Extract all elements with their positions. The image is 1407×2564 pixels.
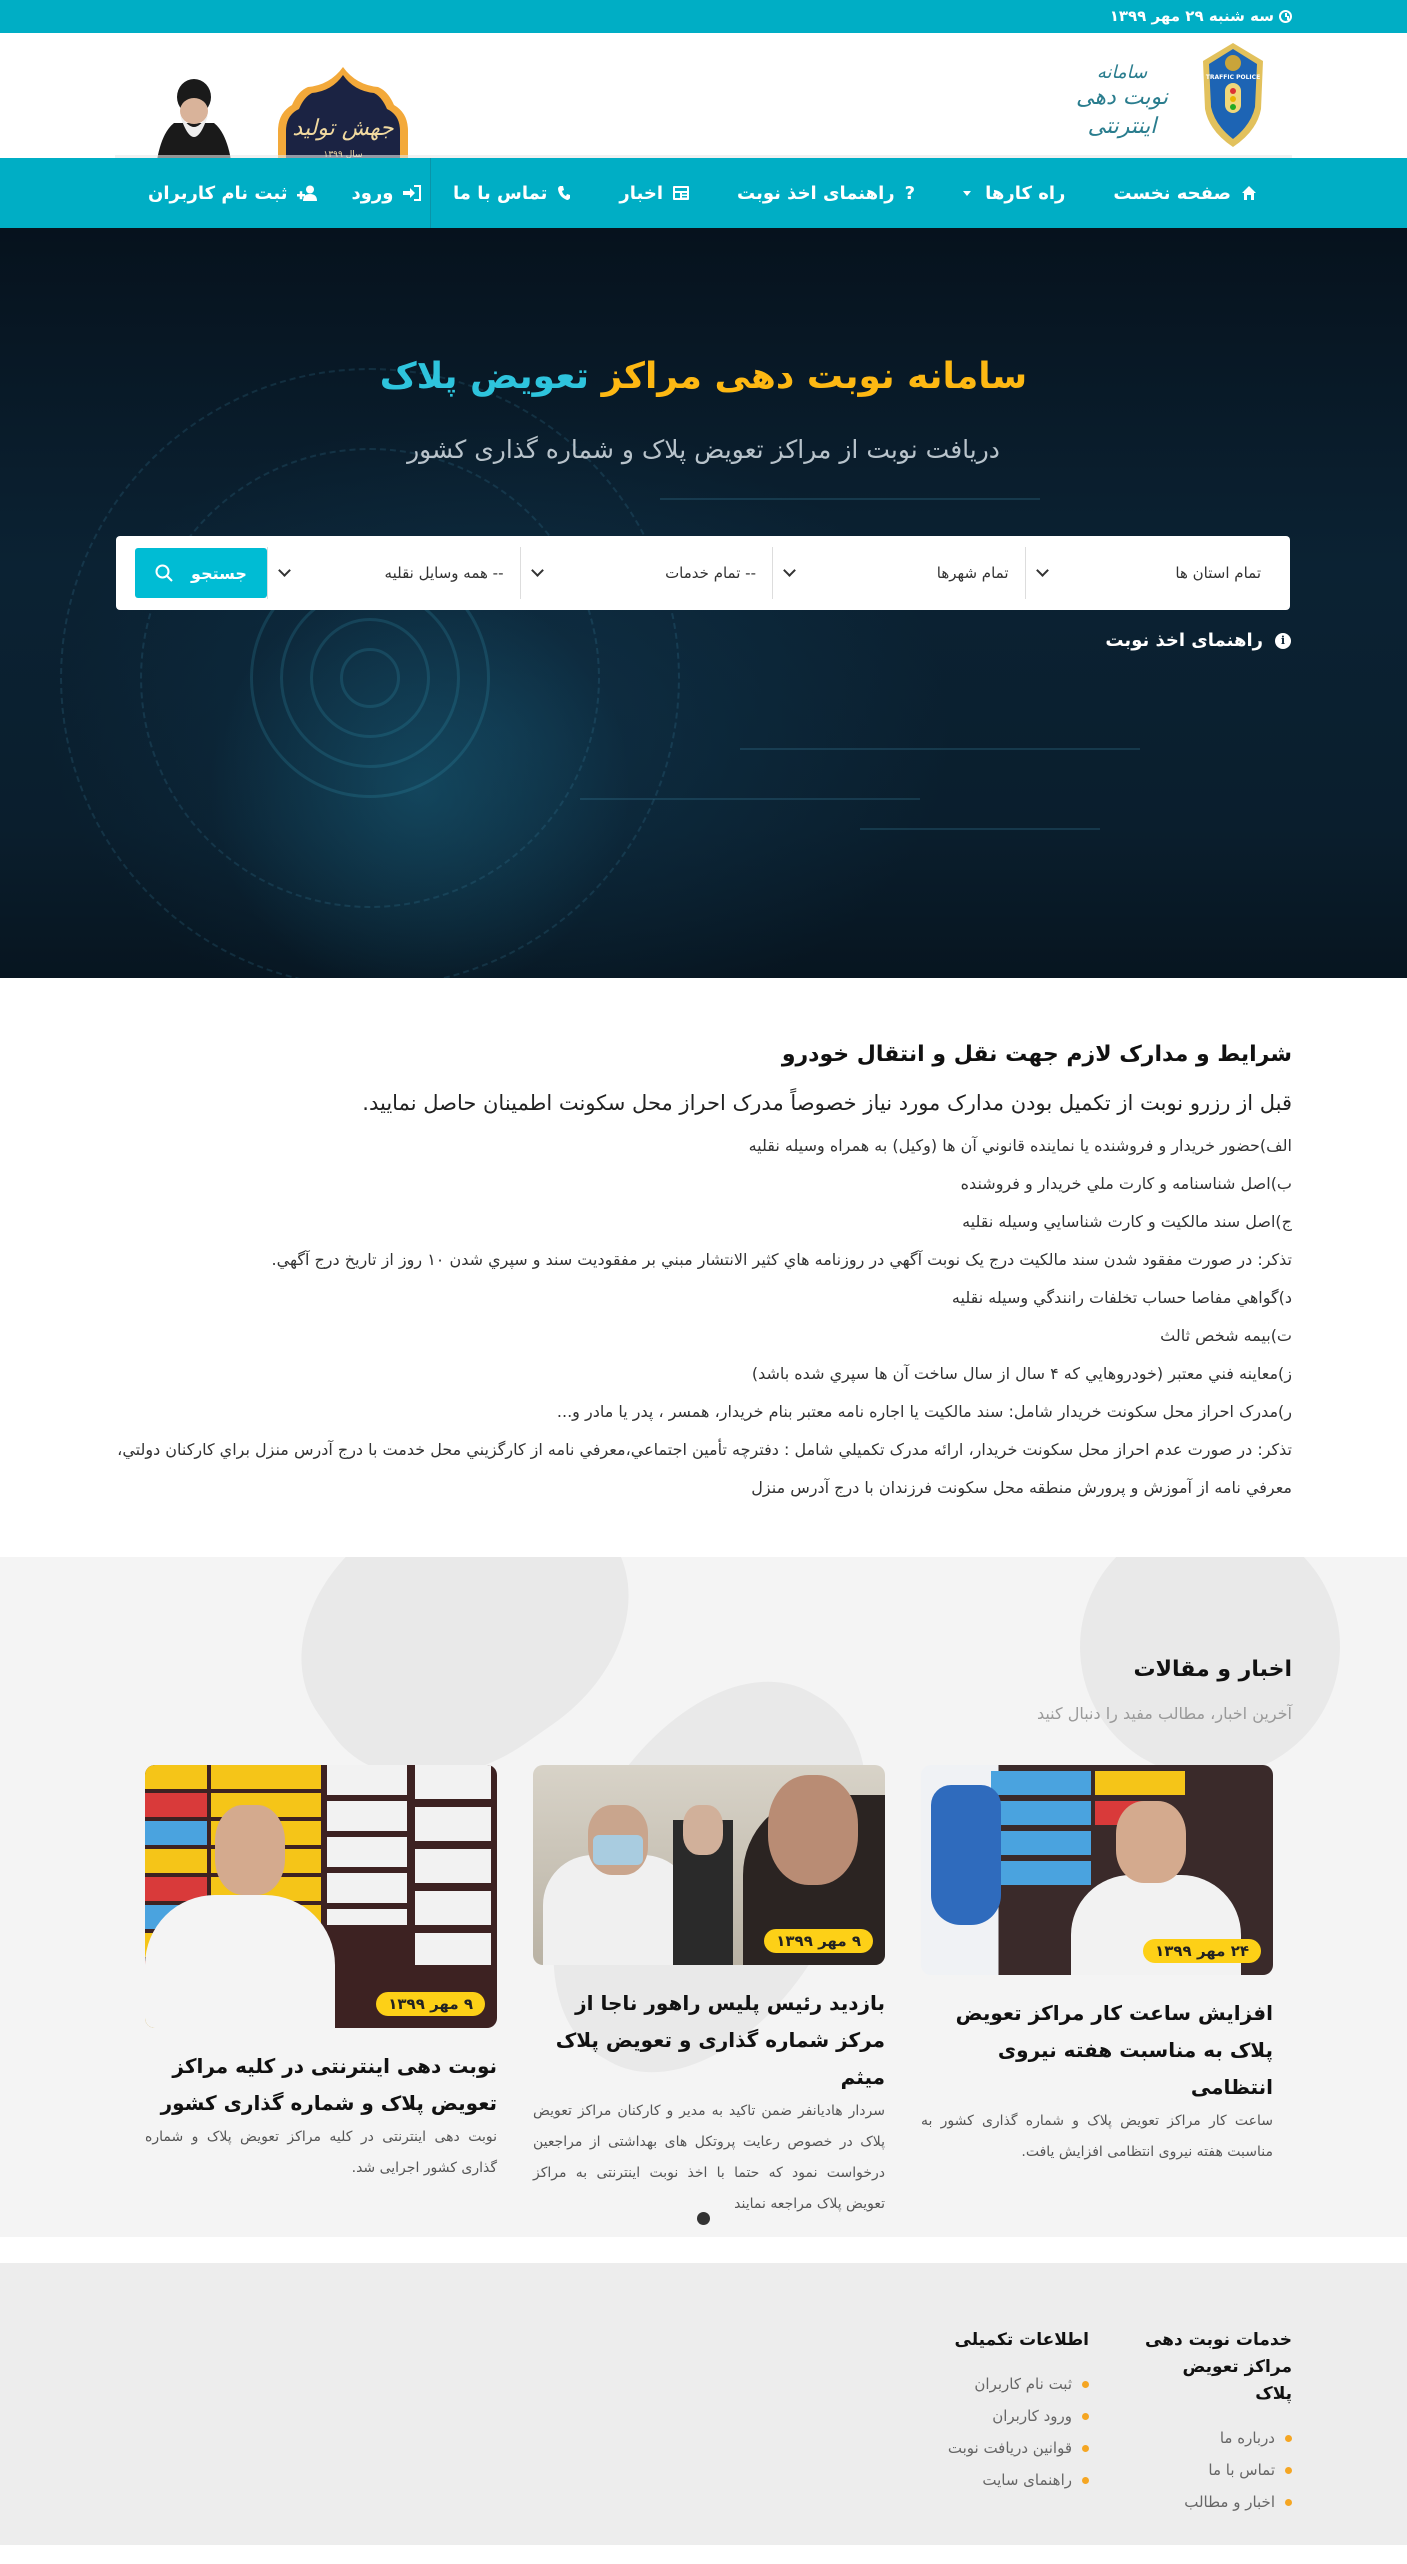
news-subtitle: آخرین اخبار، مطالب مفید را دنبال کنید (1036, 1704, 1292, 1723)
requirement-item: ر)مدرک احراز محل سکونت خريدار شامل: سند مالکيت يا اجاره نامه معتبر بنام خريدار، همسر ، پدر يا مادر و... (556, 1402, 1292, 1421)
hero-section (0, 228, 1407, 978)
requirements-section (0, 978, 1407, 1557)
requirement-item: ز)معاينه فني معتبر (خودروهايي كه ۴ سال از سال ساخت آن ها سپري شده باشد) (751, 1364, 1292, 1383)
search-icon (155, 564, 173, 582)
requirement-note: تذکر: در صورت مفقود شدن سند مالکيت درج يک نوبت آگهي در روزنامه هاي کثير الانتشار مبني بر مفقوديت سند و سپري شدن ١٠ روز از تاريخ درج آگهي. (271, 1250, 1292, 1269)
news-card-excerpt: سردار هادیانفر ضمن تاکید به مدیر و کارکنان مراکز تعویض پلاک در خصوص رعایت پروتکل های بهداشتی از مراجعین درخواست نمود که حتما با اخذ نوبت اینترنتی به مراکز تعویض پلاک مراجعه نمایند (533, 2103, 885, 2212)
requirement-item: ب)اصل شناسنامه و كارت ملي خريدار و فروشنده (960, 1174, 1292, 1193)
nav-divider (430, 158, 431, 228)
requirement-item: الف)حضور خريدار و فروشنده يا نماينده قانوني آن ها (وكيل) به همراه وسيله نقليه (748, 1136, 1292, 1155)
top-bar (0, 0, 1407, 33)
hero-title: سامانه نوبت دهی مراکز تعویض پلاک (379, 356, 1028, 397)
circuit-decor (740, 748, 1140, 750)
footer-link-news[interactable]: اخبار و مطالب (1142, 2486, 1292, 2518)
brand-header (0, 33, 1407, 158)
traffic-police-logo[interactable] (1197, 39, 1269, 151)
date-text: سه شنبه ۲۹ مهر ۱۳۹۹ (1109, 7, 1274, 25)
footer-link-contact[interactable]: تماس با ما (1142, 2454, 1292, 2486)
chevron-down-icon (278, 564, 291, 577)
city-select[interactable]: تمام شهرها (772, 547, 1025, 599)
requirement-item: ت)بيمه شخص ثالث (1160, 1326, 1292, 1345)
nav-item-home[interactable]: صفحه نخست (1113, 183, 1257, 204)
svg-text:جهش تولید: جهش تولید (292, 116, 394, 141)
footer-link-site-guide[interactable]: راهنمای سایت (919, 2464, 1089, 2496)
section-spacer (0, 2237, 1407, 2263)
footer-column-info (919, 2327, 1089, 2496)
news-card-title[interactable]: بازدید رئیس پلیس راهور ناجا از مرکز شماره گذاری و تعویض پلاک میثم (555, 1991, 885, 2089)
question-icon: ? (904, 182, 916, 204)
news-card-excerpt: نوبت دهی اینترنتی در کلیه مراکز تعویض پلاک و شماره گذاری کشور اجرایی شد. (145, 2129, 497, 2176)
carousel-pagination (0, 2212, 1407, 2225)
clock-icon (1279, 10, 1292, 23)
footer-link-rules[interactable]: قوانین دریافت نوبت (919, 2432, 1089, 2464)
requirement-note: تذکر: در صورت عدم احراز محل سکونت خريدار، ارائه مدرک تکميلي شامل : دفترچه تأمين اجتماعي،معرفي نامه از کارگزيني محل خدمت با درج آدرس منزل براي کارکنان دولتي، معرفي نامه از آموزش و پرورش منطقه محل سکونت فرزندان با درج آدرس منزل (117, 1440, 1292, 1497)
province-select[interactable]: تمام استان ها (1025, 547, 1278, 599)
requirements-title: شرایط و مدارک لازم جهت نقل و انتقال خودرو (781, 1042, 1292, 1067)
chevron-down-icon (1036, 564, 1049, 577)
newspaper-icon (673, 186, 689, 200)
footer-column-title: اطلاعات تکمیلی (954, 2330, 1089, 2350)
chevron-down-icon (531, 564, 544, 577)
system-logo[interactable]: سامانه نوبت دهی اینترنتی (1076, 62, 1168, 139)
date-badge: ۲۴ مهر ۱۳۹۹ (1143, 1939, 1261, 1963)
login-link[interactable]: ورود (351, 183, 421, 204)
carousel-dot-active[interactable] (697, 2212, 710, 2225)
news-card[interactable] (921, 1765, 1273, 2168)
caret-down-icon (963, 191, 971, 196)
info-icon: i (1275, 633, 1291, 649)
nav-item-news[interactable]: اخبار (619, 183, 689, 204)
footer-link-login[interactable]: ورود کاربران (919, 2400, 1089, 2432)
news-card[interactable] (145, 1765, 497, 2184)
news-card-title[interactable]: نوبت دهی اینترنتی در کلیه مراکز تعویض پلاک و شماره گذاری کشور (160, 2054, 497, 2115)
news-thumbnail[interactable] (145, 1765, 497, 2028)
phone-icon (557, 185, 571, 201)
svg-text:TRAFFIC POLICE: TRAFFIC POLICE (1205, 74, 1261, 81)
search-button[interactable]: جستجو (135, 548, 267, 598)
news-thumbnail[interactable] (921, 1765, 1273, 1975)
chevron-down-icon (783, 564, 796, 577)
nav-item-guide[interactable]: ? راهنمای اخذ نوبت (737, 182, 916, 204)
news-thumbnail[interactable] (533, 1765, 885, 1965)
circuit-decor (580, 798, 920, 800)
search-panel (116, 536, 1290, 610)
user-actions (148, 158, 421, 228)
footer-column-services (1142, 2327, 1292, 2518)
nav-item-solutions[interactable]: راه کارها (963, 183, 1065, 204)
footer-column-title: خدمات نوبت دهی مراکز تعویض پلاک (1144, 2330, 1292, 2404)
footer-link-about[interactable]: درباره ما (1142, 2422, 1292, 2454)
nav-item-contact[interactable]: تماس با ما (453, 183, 571, 204)
news-title: اخبار و مقالات (1133, 1657, 1292, 1682)
home-icon (1241, 185, 1257, 201)
date-badge: ۹ مهر ۱۳۹۹ (376, 1992, 485, 2016)
date-badge: ۹ مهر ۱۳۹۹ (764, 1929, 873, 1953)
requirements-lead: قبل از رزرو نوبت از تکمیل بودن مدارک مورد نیاز خصوصاً مدرک احراز محل سکونت اطمینان حاصل نمایید. (362, 1091, 1292, 1115)
service-select[interactable]: -- تمام خدمات (520, 547, 773, 599)
news-header (1037, 1657, 1292, 1723)
footer-link-register[interactable]: ثبت نام کاربران (919, 2368, 1089, 2400)
main-nav (0, 158, 1407, 228)
sign-in-icon (403, 185, 421, 201)
user-plus-icon (297, 185, 319, 201)
circuit-decor (660, 498, 1040, 500)
nav-menu (453, 158, 1257, 228)
requirement-item: د)گواهي مفاصا حساب تخلفات رانندگي وسيله نقليه (951, 1288, 1292, 1307)
appointment-guide-link[interactable]: i راهنمای اخذ نوبت (1105, 630, 1291, 651)
circuit-decor (860, 828, 1100, 830)
news-card[interactable] (533, 1765, 885, 2220)
news-card-excerpt: ساعت کار مراکز تعویض پلاک و شماره گذاری کشور به مناسبت هفته نیروی انتظامی افزایش یافت. (921, 2113, 1273, 2160)
current-date (1110, 7, 1292, 25)
hero-subtitle: دریافت نوبت از مراکز تعویض پلاک و شماره گذاری کشور (407, 435, 1000, 464)
vehicle-select[interactable]: -- همه وسایل نقلیه (267, 547, 520, 599)
requirement-item: ج)اصل سند مالكيت و كارت شناسايي وسيله نقليه (962, 1212, 1292, 1231)
footer (0, 2263, 1407, 2545)
register-link[interactable]: ثبت نام کاربران (148, 183, 319, 204)
fingerprint-decor (340, 648, 400, 708)
news-section (0, 1557, 1407, 2237)
news-card-title[interactable]: افزایش ساعت کار مراکز تعویض پلاک به مناسبت هفته نیروی انتظامی (955, 2001, 1273, 2099)
